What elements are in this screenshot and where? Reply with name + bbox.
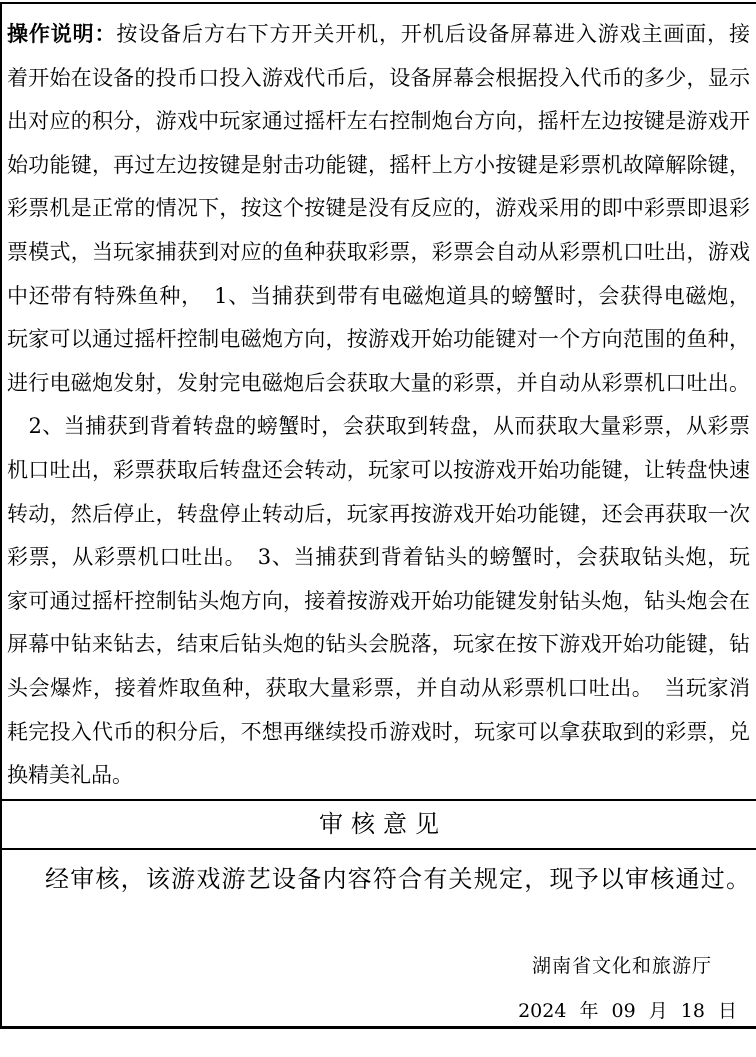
operation-line: 耗完投入代币的积分后，不想再继续投币游戏时，玩家可以拿获取到的彩票，兑 [7, 719, 750, 744]
operation-line: 进行电磁炮发射，发射完电磁炮后会获取大量的彩票，并自动从彩票机口吐出。 [7, 370, 750, 395]
operation-line: 始功能键，再过左边按键是射击功能键，摇杆上方小按键是彩票机故障解除键， [7, 152, 750, 177]
operation-line: 家可通过摇杆控制钻头炮方向，接着按游戏开始功能键发射钻头炮，钻头炮会在 [7, 588, 750, 613]
operation-line: 中还带有特殊鱼种， 1、当捕获到带有电磁炮道具的螃蟹时，会获得电磁炮， [7, 283, 750, 308]
approval-date: 2024 年 09 月 18 日 [518, 1000, 737, 1022]
issuing-authority: 湖南省文化和旅游厅 [531, 955, 712, 977]
operation-line: 屏幕中钻来钻去，结束后钻头炮的钻头会脱落，玩家在按下游戏开始功能键，钻 [7, 632, 750, 657]
operation-instructions-text [7, 13, 750, 798]
operation-line: 彩票，从彩票机口吐出。 3、当捕获到背着钻头的螃蟹时，会获取钻头炮，玩 [7, 545, 750, 570]
review-opinion-header-row [0, 801, 756, 850]
review-conclusion-text: 经审核，该游戏游艺设备内容符合有关规定，现予以审核通过。 [45, 865, 750, 893]
operation-line: 着开始在设备的投币口投入游戏代币后，设备屏幕会根据投入代币的多少，显示 [7, 65, 750, 90]
operation-line: 换精美礼品。 [7, 763, 133, 788]
operation-line: 机口吐出，彩票获取后转盘还会转动，玩家可以按游戏开始功能键，让转盘快速 [7, 457, 750, 482]
operation-instructions-section [0, 2, 756, 801]
operation-line: 出对应的积分，游戏中玩家通过摇杆左右控制炮台方向，摇杆左边按键是游戏开 [7, 109, 750, 134]
operation-line: 彩票机是正常的情况下，按这个按键是没有反应的，游戏采用的即中彩票即退彩 [7, 196, 750, 221]
review-opinion-title: 审核意见 [319, 810, 447, 838]
operation-line: 操作说明：按设备后方右下方开关开机，开机后设备屏幕进入游戏主画面，接 [7, 22, 750, 46]
operation-line: 转动，然后停止，转盘停止转动后，玩家再按游戏开始功能键，还会再获取一次 [7, 501, 750, 526]
operation-line: 头会爆炸，接着炸取鱼种，获取大量彩票，并自动从彩票机口吐出。 当玩家消 [7, 675, 750, 700]
operation-line: 票模式，当玩家捕获到对应的鱼种获取彩票，彩票会自动从彩票机口吐出，游戏 [7, 239, 750, 264]
operation-line: 2、当捕获到背着转盘的螃蟹时，会获取到转盘，从而获取大量彩票，从彩票 [7, 414, 750, 439]
operation-instructions-label: 操作说明： [7, 22, 117, 46]
review-opinion-section [0, 850, 756, 1029]
operation-line: 玩家可以通过摇杆控制电磁炮方向，按游戏开始功能键对一个方向范围的鱼种， [7, 327, 750, 352]
approval-document-frame [0, 2, 756, 1029]
